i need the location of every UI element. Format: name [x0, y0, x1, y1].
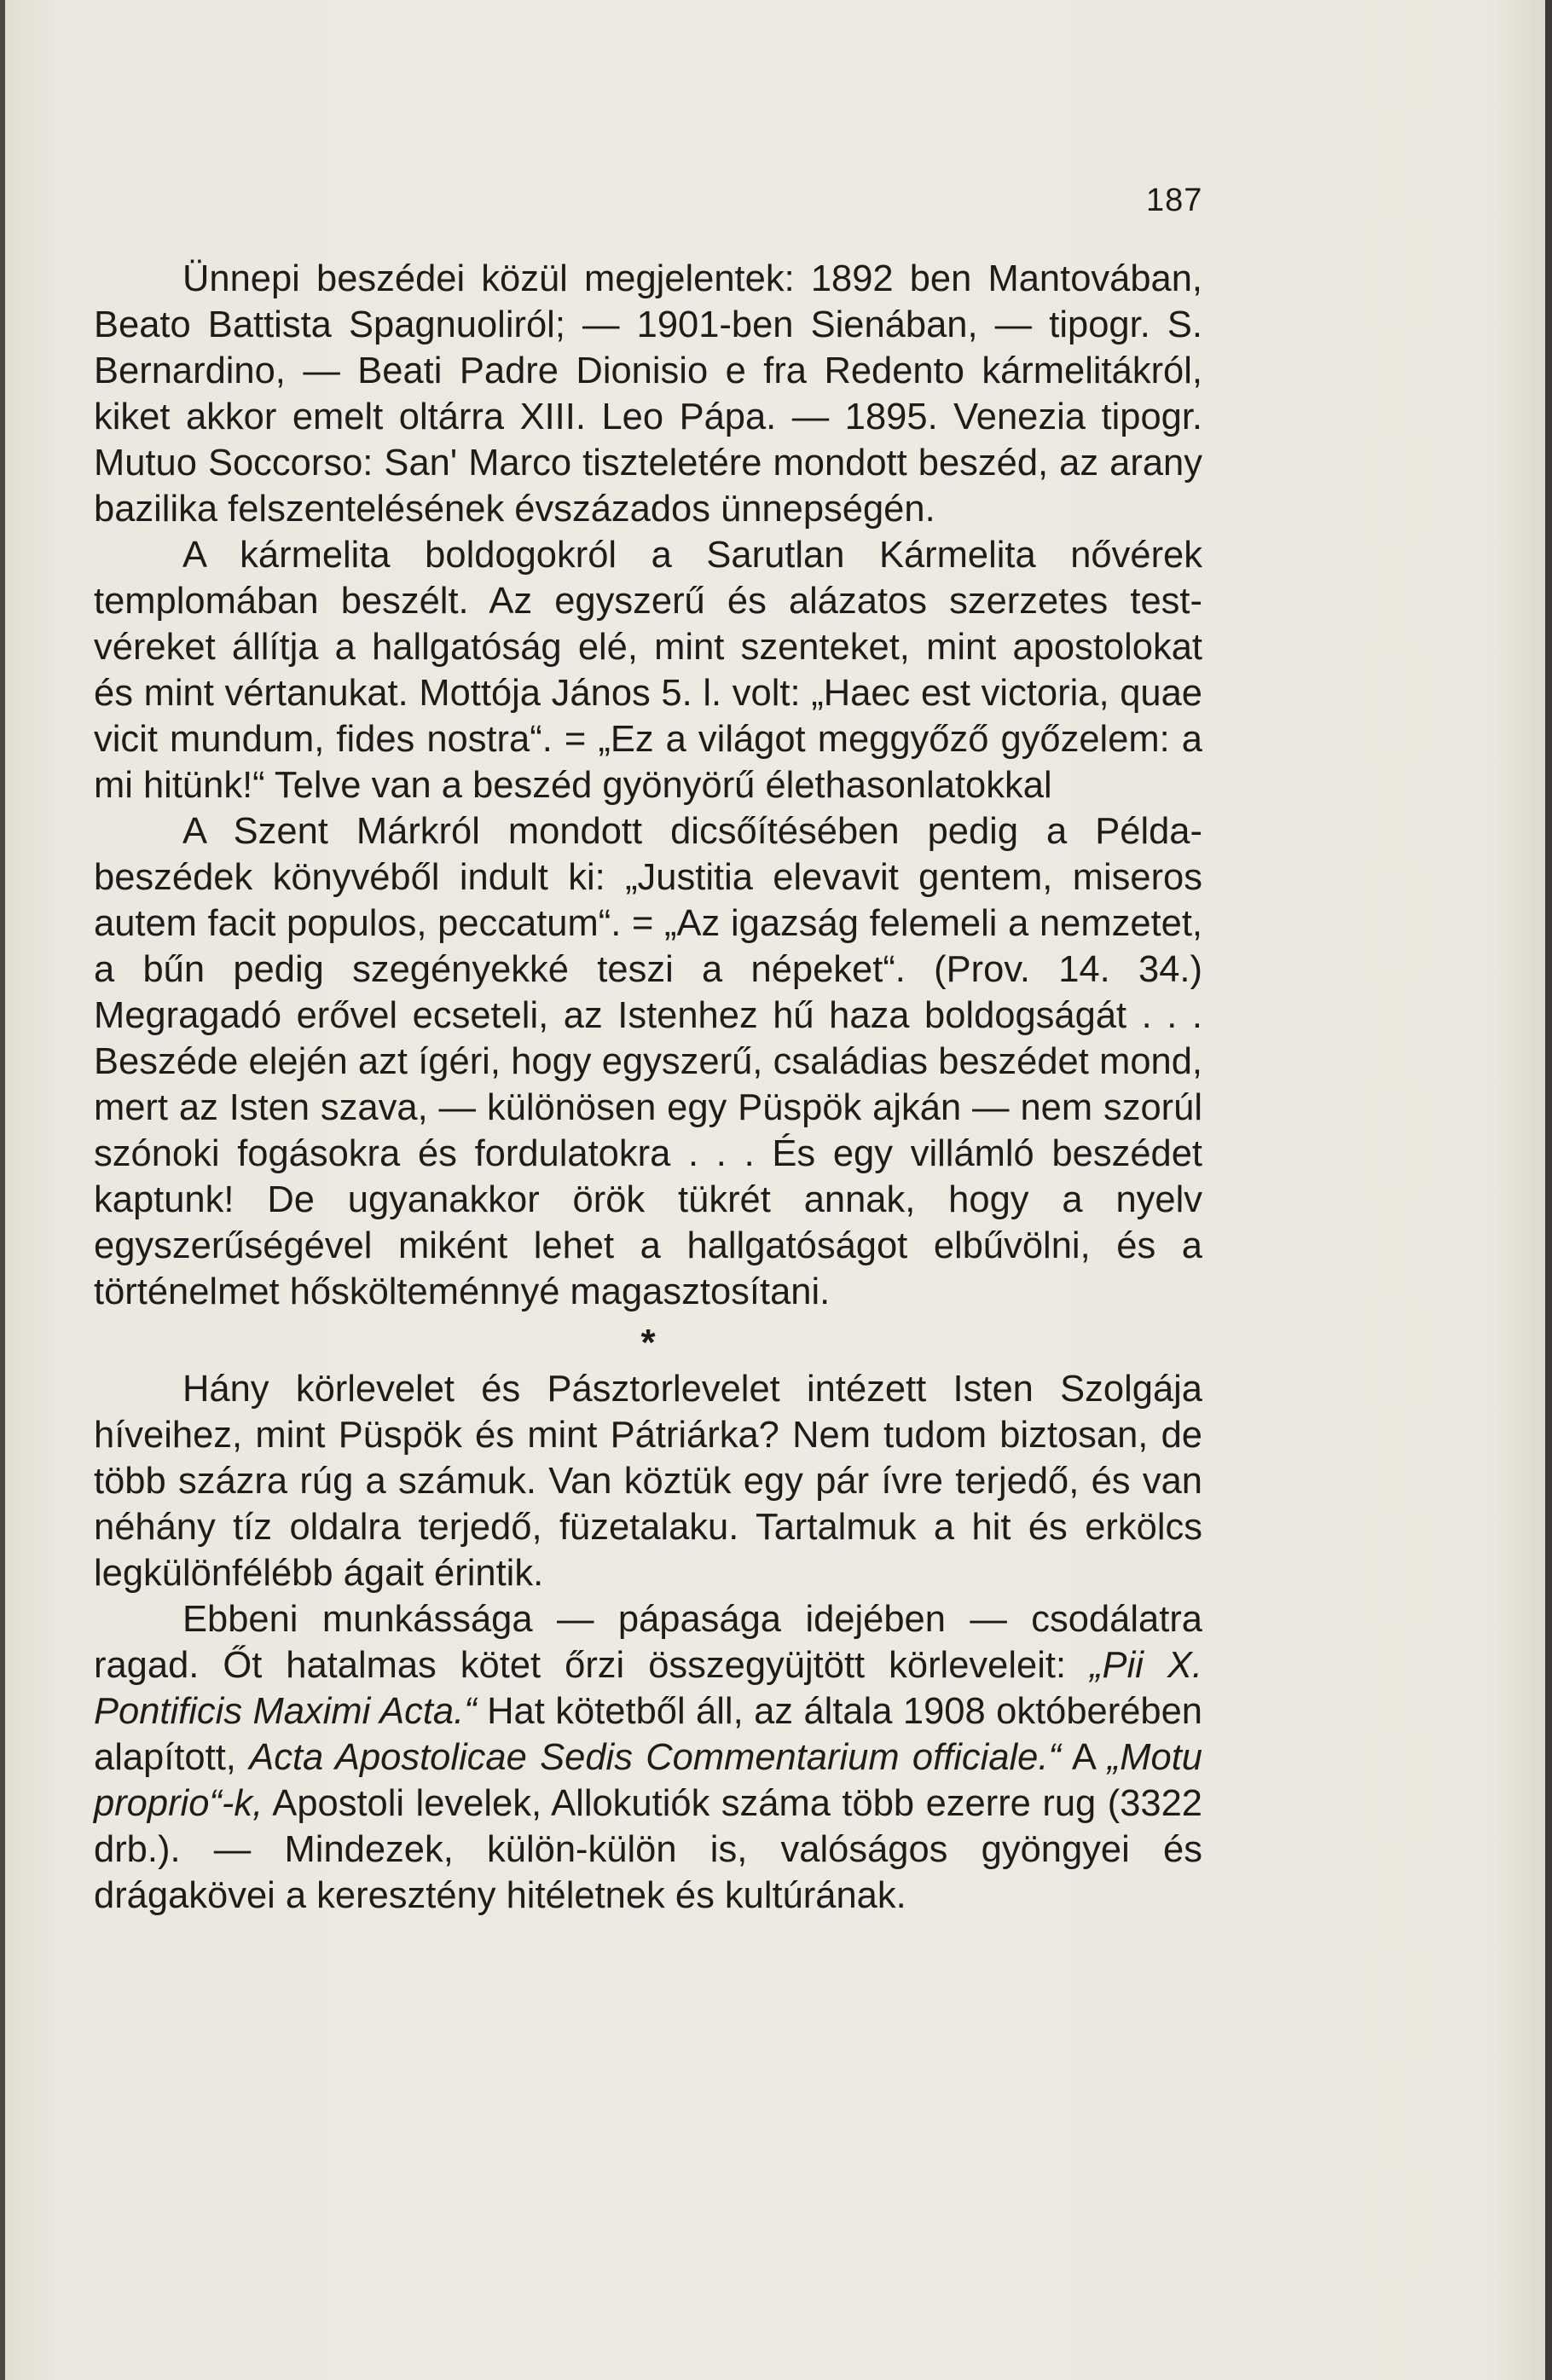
page-number: 187 [1146, 182, 1203, 218]
paragraph-saint-mark: A Szent Márkról mondott dicsőítésében pedig a Példabeszédek könyvéből indult ki: „Justitia elevavit gentem, miseros autem facit populos, peccatum“. = „Az igazság felemeli a nemzetet, a bűn pedig szegényekké teszi a népeket“. (Prov. 14. 34.) Megragadó erővel ecseteli, az Istenhez hű haza boldogságát . . . Beszéde elején azt ígéri, hogy egyszerű, családias beszédet mond, mert az Isten szava, — különösen egy Püspök ajkán — nem szorúl szónoki fogásokra és fordulatokra . . . És egy villámló beszédet kaptunk! De ugyanakkor örök tükrét annak, hogy a nyelv egyszerűségével miként lehet a hallgatóságot elbűvölni, és a történelmet hőskölteménnyé magasztosítani. [94, 811, 1202, 1312]
acta-text-2: Hat kötetből áll, az általa 1908 októberében alapított, [94, 1691, 1202, 1778]
page-left-edge [0, 0, 5, 2380]
section-separator: * [640, 1322, 656, 1364]
paragraph-circular-letters: Hány körlevelet és Pásztorlevelet intézett Isten Szolgája híveihez, mint Püspök és mint Pátriárka? Nem tudom biztosan, de több százra rúg a számuk. Van köztük egy pár ívre terjedő, és van néhány tíz oldalra terjedő, füzetalaku. Tartalmuk a hit és erkölcs legkülönfélébb ágait érintik. [94, 1369, 1202, 1594]
acta-title-motu-proprio: „Motu proprio“-k, [94, 1737, 1202, 1824]
page-right-edge [1545, 0, 1552, 2380]
paragraph-carmelites: A kármelita boldogokról a Sarutlan Kármelita nővérek templomában beszélt. Az egyszerű és alázatos szerzetes testvéreket állítja a hallgatóság elé, mint szenteket, mint apostolokat és mint vértanukat. Mottója János 5. l. volt: „Haec est victoria, quae vicit mundum, fides nostra“. = „Ez a világot meggyőző győzelem: a mi hitünk!“ Telve van a beszéd gyönyörű élethasonlatokkal [94, 535, 1202, 806]
acta-text-4: Apostoli levelek, Allokutiók száma több ezerre rug (3322 drb.). — Mindezek, külön-külön is, valóságos gyöngyei és drágakövei a keresztény hitéletnek és kultúrának. [94, 1783, 1202, 1916]
body-text [94, 256, 1202, 1919]
acta-text-1: Ebbeni munkássága — pápasága idejében — csodálatra ragad. Őt hatalmas kötet őrzi összegyüjtött körleveleit: [94, 1599, 1202, 1686]
paragraph-acta [94, 1596, 1202, 1919]
acta-text-3: A [1060, 1737, 1108, 1778]
acta-title-pii: „Pii X. Pontificis Maximi Acta.“ [94, 1645, 1203, 1732]
acta-title-aas: Acta Apostolicae Sedis Commentarium officiale.“ [249, 1737, 1061, 1778]
paragraph-speeches: Ünnepi beszédei közül megjelentek: 1892 ben Mantovában, Beato Battista Spagnuoliról; — 1901-ben Sienában, — tipogr. S. Bernardino, — Beati Padre Dionisio e fra Redento kármelitákról, kiket akkor emelt oltárra XIII. Leo Pápa. — 1895. Venezia tipogr. Mutuo Soccorso: San' Marco tiszteletére mondott beszéd, az arany bazilika felszentelésének évszázados ünnepségén. [94, 258, 1202, 530]
